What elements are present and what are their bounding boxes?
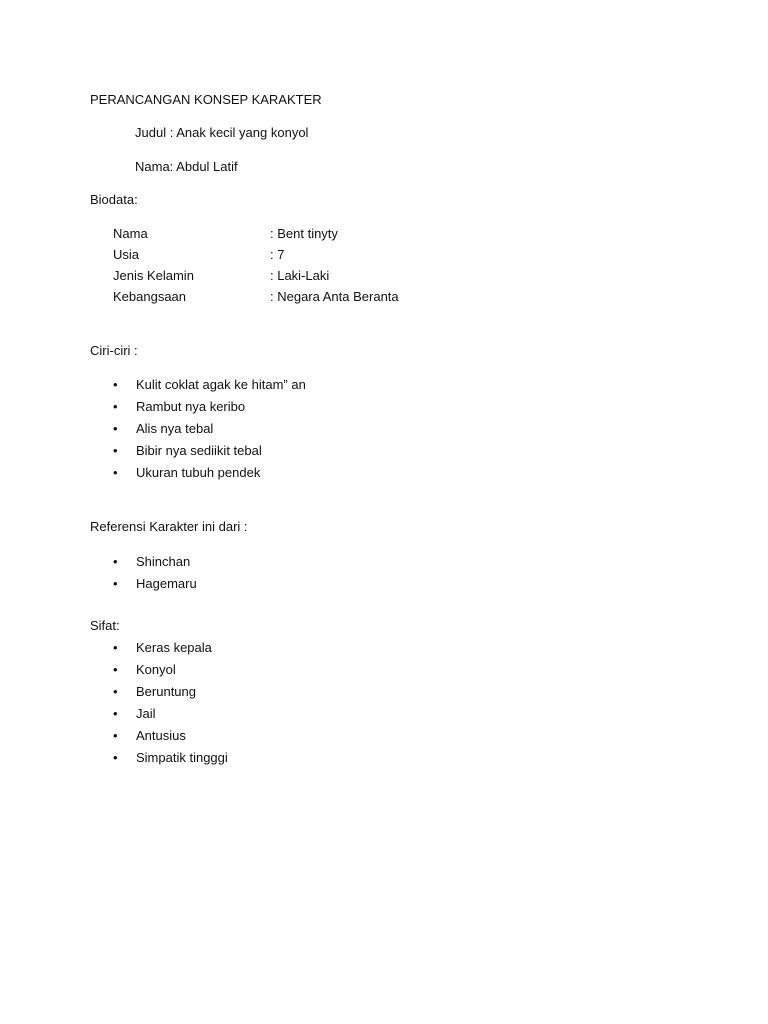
bullet-icon: • bbox=[113, 662, 118, 677]
list-item bbox=[113, 640, 228, 662]
list-item bbox=[113, 554, 197, 576]
bullet-icon: • bbox=[113, 377, 118, 392]
biodata-row-usia bbox=[113, 247, 513, 263]
biodata-row-jenis-kelamin bbox=[113, 268, 513, 284]
list-item-text: Ukuran tubuh pendek bbox=[136, 465, 261, 480]
bullet-icon: • bbox=[113, 399, 118, 414]
biodata-value: : Laki-Laki bbox=[270, 268, 330, 283]
list-item-text: Simpatik tingggi bbox=[136, 750, 228, 765]
bullet-icon: • bbox=[113, 684, 118, 699]
bullet-icon: • bbox=[113, 443, 118, 458]
list-item-text: Rambut nya keribo bbox=[136, 399, 246, 414]
list-item-text: Jail bbox=[136, 706, 156, 721]
list-item-text: Kulit coklat agak ke hitam” an bbox=[136, 377, 306, 392]
list-item-text: Alis nya tebal bbox=[136, 421, 214, 436]
list-item-text: Antusius bbox=[136, 728, 186, 743]
list-item-text: Hagemaru bbox=[136, 576, 197, 591]
bullet-icon: • bbox=[113, 576, 118, 591]
list-item bbox=[113, 728, 228, 750]
biodata-value: : Bent tinyty bbox=[270, 226, 338, 241]
list-item bbox=[113, 399, 306, 421]
author-name-line: Nama: Abdul Latif bbox=[135, 159, 238, 174]
list-item-text: Beruntung bbox=[136, 684, 196, 699]
bullet-icon: • bbox=[113, 640, 118, 655]
biodata-label: Jenis Kelamin bbox=[113, 268, 194, 283]
list-item-text: Shinchan bbox=[136, 554, 191, 569]
sifat-title: Sifat: bbox=[90, 618, 120, 633]
biodata-row-nama bbox=[113, 226, 513, 242]
list-item-text: Konyol bbox=[136, 662, 176, 677]
bullet-icon: • bbox=[113, 465, 118, 480]
list-item bbox=[113, 750, 228, 772]
biodata-label: Nama bbox=[113, 226, 148, 241]
ciri-ciri-title: Ciri-ciri : bbox=[90, 343, 138, 358]
bullet-icon: • bbox=[113, 750, 118, 765]
biodata-label: Usia bbox=[113, 247, 140, 262]
bullet-icon: • bbox=[113, 421, 118, 436]
biodata-title: Biodata: bbox=[90, 192, 138, 207]
referensi-list bbox=[113, 554, 197, 598]
sifat-list bbox=[113, 640, 228, 772]
list-item bbox=[113, 662, 228, 684]
bullet-icon: • bbox=[113, 554, 118, 569]
biodata-value: : Negara Anta Beranta bbox=[270, 289, 399, 304]
list-item-text: Bibir nya sediikit tebal bbox=[136, 443, 262, 458]
biodata-row-kebangsaan bbox=[113, 289, 513, 305]
biodata-label: Kebangsaan bbox=[113, 289, 187, 304]
list-item bbox=[113, 421, 306, 443]
bullet-icon: • bbox=[113, 706, 118, 721]
document-heading: PERANCANGAN KONSEP KARAKTER bbox=[90, 92, 322, 107]
list-item bbox=[113, 465, 306, 487]
list-item bbox=[113, 576, 197, 598]
judul-line: Judul : Anak kecil yang konyol bbox=[135, 125, 309, 140]
list-item bbox=[113, 377, 306, 399]
ciri-ciri-list bbox=[113, 377, 306, 487]
list-item bbox=[113, 706, 228, 728]
list-item-text: Keras kepala bbox=[136, 640, 212, 655]
list-item bbox=[113, 684, 228, 706]
list-item bbox=[113, 443, 306, 465]
biodata-value: : 7 bbox=[270, 247, 285, 262]
referensi-title: Referensi Karakter ini dari : bbox=[90, 519, 248, 534]
bullet-icon: • bbox=[113, 728, 118, 743]
